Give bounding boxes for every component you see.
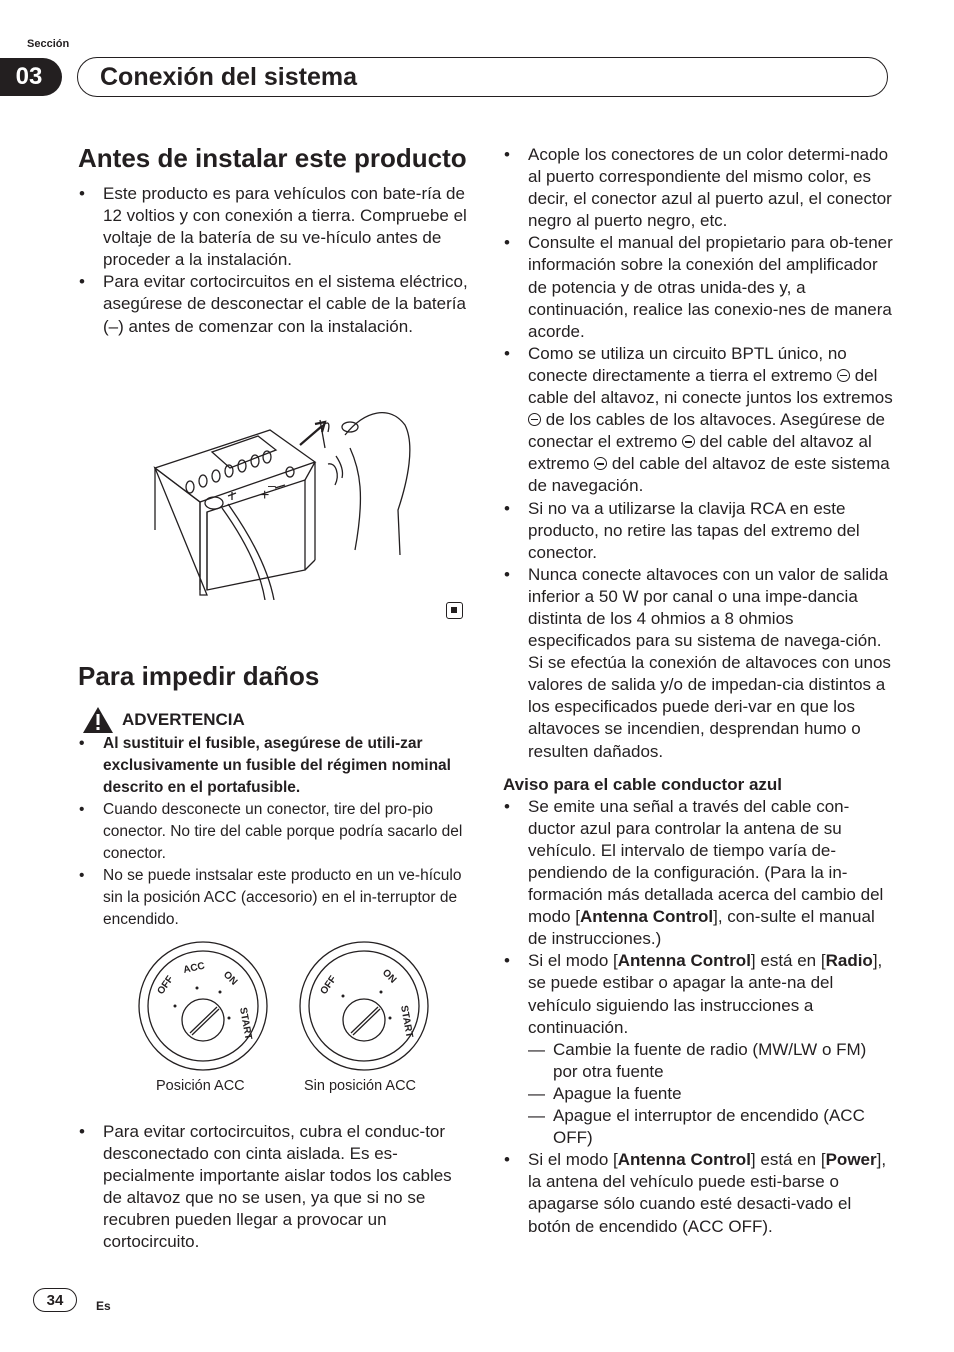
- list-item: • Este producto es para vehículos con bate-ría de 12 voltios y con conexión a tierra. Compruebe el voltaje de la batería de su ve-hículo antes de proceder a la instalación.: [78, 183, 470, 271]
- dash-item: — Apague el interruptor de encendido (ACC OFF): [528, 1106, 865, 1148]
- svg-text:+: +: [260, 487, 270, 504]
- warning-triangle-icon: [82, 706, 114, 734]
- section-title: Conexión del sistema: [100, 63, 358, 91]
- right-column: [503, 144, 895, 1238]
- page-number: 34: [33, 1288, 77, 1312]
- section-number-badge: 03: [0, 58, 62, 96]
- battery-disconnect-illustration: [150, 400, 420, 600]
- short-circuit-list: [78, 1121, 470, 1254]
- language-code: Es: [96, 1299, 111, 1313]
- ignition-switch-no-acc-diagram: [298, 940, 430, 1072]
- left-column-damage: [78, 660, 470, 931]
- list-item: • Consulte el manual del propietario para ob-tener información sobre la conexión del amplificador de potencia y de otras unida-des y, a continuación, realice las conexio-nes de manera acorde.: [503, 232, 895, 342]
- list-item: • Como se utiliza un circuito BPTL único, no conecte directamente a tierra el extremo del cable del altavoz, ni conecte juntos los extremos de los cables de los altavoces. Asegúrese de conectar el extremo del cable del altavoz al extremo del cable del altavoz de este sistema de navegación.: [503, 343, 895, 498]
- list-item: • Nunca conecte altavoces con un valor de salida inferior a 50 W por canal o una impe-dancia distinta de los 4 ohmios a 8 ohmios especificados para su sistema de navega-ción. Si se efectúa la conexión de altavoces con unos valores de salida y/o de impedan-cia distintos a los especificados puede deri-var en que los altavoces se incendien, desprendan humo o resulten dañados.: [503, 564, 895, 763]
- end-of-section-mark: [446, 602, 463, 619]
- list-item: • No se puede instsalar este producto en un ve-hículo sin la posición ACC (accesorio) en el in-terruptor de encendido.: [78, 865, 470, 931]
- ignition-switch-acc-diagram: [137, 940, 269, 1072]
- start-label: START: [237, 1006, 254, 1041]
- before-install-list: [78, 183, 470, 338]
- acc-label: ACC: [182, 960, 206, 976]
- on-label: ON: [220, 969, 240, 988]
- section-label: Sección: [27, 38, 70, 50]
- list-item: • Si el modo [Antenna Control] está en [Radio], se puede estibar o apagar la ante-na del vehículo siguiendo las instrucciones a continuación. — Cambie la fuente de radio (MW/LW o FM) por otra fuente — Apague la fuente — Apague el interruptor de encendido (ACC OFF): [503, 950, 895, 1149]
- connection-list: [503, 144, 895, 763]
- warning-title: ADVERTENCIA: [122, 709, 245, 729]
- warning-bold-item: • Al sustituir el fusible, asegúrese de utili-zar exclusivamente un fusible del régimen nominal descrito en el portafusible.: [78, 733, 470, 799]
- dash-item: — Cambie la fuente de radio (MW/LW o FM) por otra fuente: [528, 1039, 867, 1081]
- svg-text:–: –: [268, 477, 276, 493]
- blue-lead-list: [503, 796, 895, 1238]
- minus-circle-icon: [528, 413, 541, 426]
- dash-item: — Apague la fuente: [528, 1083, 682, 1103]
- minus-circle-icon: [594, 457, 607, 470]
- left-column-bottom: [78, 1121, 470, 1254]
- subheading-blue-lead: Aviso para el cable conductor azul: [503, 774, 783, 794]
- on-label: ON: [379, 967, 399, 986]
- heading-before-install: Antes de instalar este producto: [78, 143, 467, 173]
- list-item: • Se emite una señal a través del cable con-ductor azul para controlar la antena de su vehículo. El intervalo de tiempo varía de-pendiendo de la configuración. (Para la in-formación más detallada acerca del cambio del modo [Antenna Control], con-sulte el manual de instrucciones.): [503, 796, 895, 951]
- list-item: • Para evitar cortocircuitos en el sistema eléctrico, asegúrese de desconectar el cable de la batería (–) antes de comenzar con la instalación.: [78, 271, 470, 337]
- list-item: • Si no va a utilizarse la clavija RCA en este producto, no retire las tapas del extremo del conector.: [503, 498, 895, 564]
- off-label: OFF: [318, 974, 339, 997]
- list-item: • Acople los conectores de un color determi-nado al puerto correspondiente del mismo color, es decir, el conector azul al puerto azul, el conector negro al puerto negro, etc.: [503, 144, 895, 232]
- start-label: START: [398, 1004, 415, 1039]
- minus-circle-icon: [837, 369, 850, 382]
- heading-prevent-damage: Para impedir daños: [78, 661, 320, 691]
- list-item: • Si el modo [Antenna Control] está en [Power], la antena del vehículo puede esti-barse o apagarse sólo cuando esté desacti-vado el botón de encendido (ACC OFF).: [503, 1149, 895, 1237]
- list-item: • Para evitar cortocircuitos, cubra el conduc-tor desconectado con cinta aislada. Es es-pecialmente importante aislar todos los cables de altavoz que no se usen, ya que si no se recubren pueden llegar a provocar un cortocircuito.: [78, 1121, 470, 1254]
- list-item: • Cuando desconecte un conector, tire del pro-pio conector. No tire del cable porque podría sacarlo del conector.: [78, 799, 470, 865]
- off-label: OFF: [155, 974, 176, 997]
- caption-no-acc: Sin posición ACC: [304, 1078, 417, 1094]
- warning-list: [78, 733, 470, 931]
- caption-acc: Posición ACC: [156, 1078, 245, 1094]
- warning-header: [82, 706, 470, 734]
- minus-circle-icon: [682, 435, 695, 448]
- left-column: [78, 142, 470, 338]
